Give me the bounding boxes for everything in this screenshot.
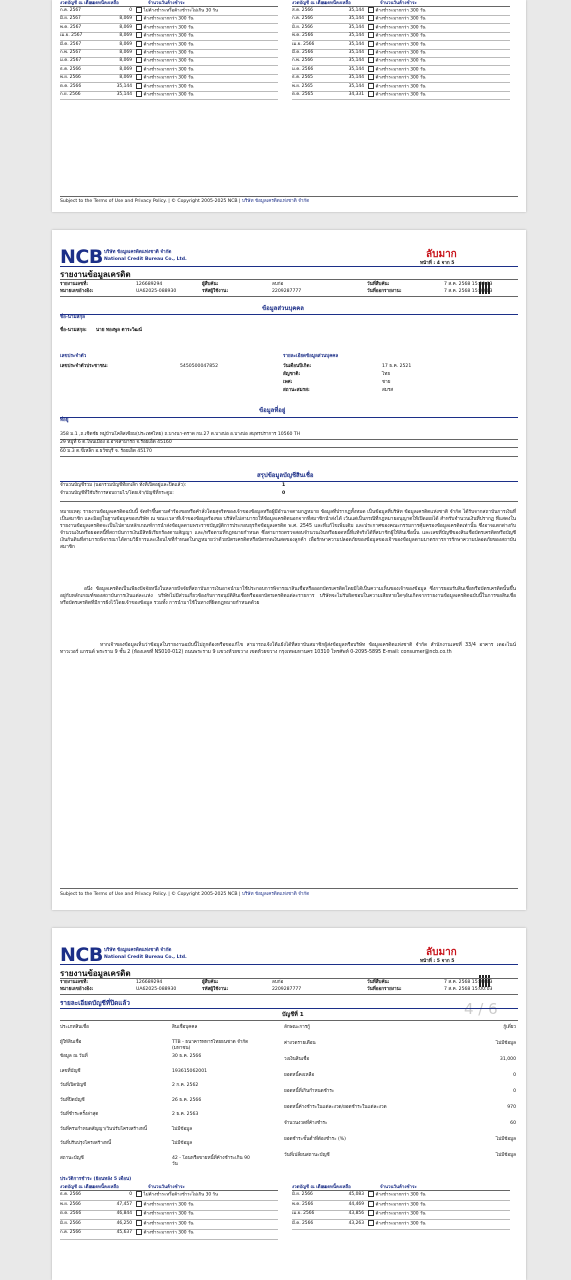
history-status-text: ค้างชำระมากกว่า 300 วัน bbox=[143, 33, 194, 39]
name-field-label: ชื่อ-นามสกุล: bbox=[60, 328, 87, 333]
field-label: ประเภทสินเชื่อ bbox=[60, 1025, 89, 1030]
field-label: วันที่เปิดบัญชี bbox=[60, 1083, 87, 1088]
summary-inquiry-value: 0 bbox=[282, 491, 286, 496]
history-status bbox=[368, 49, 425, 57]
meta-label: ผู้สืบค้น: bbox=[202, 282, 219, 287]
history-balance: 8,069 bbox=[119, 58, 132, 64]
field-value: 60 bbox=[510, 1121, 516, 1126]
status-box-icon bbox=[136, 1210, 142, 1216]
history-status bbox=[136, 1201, 193, 1209]
meta-label: รายงานเลขที่: bbox=[60, 980, 89, 985]
history-status-text: ค้างชำระมากกว่า 300 วัน bbox=[375, 58, 426, 64]
summary-total-label: จำนวนบัญชีรวม (นอกรวมบัญชีที่ยกเลิก ทั้งที่เปิดอยู่และปิดแล้ว): bbox=[60, 483, 187, 488]
history-status-text: ค้างชำระมากกว่า 300 วัน bbox=[143, 50, 194, 56]
history-status bbox=[368, 15, 425, 23]
history-status-text: ค้างชำระมากกว่า 300 วัน bbox=[375, 1221, 426, 1227]
field-value: 0 bbox=[513, 1073, 516, 1078]
history-status bbox=[368, 1191, 425, 1199]
history-balance: 44,469 bbox=[348, 1201, 364, 1207]
history-month: มิ.ย. 2566 bbox=[292, 24, 313, 30]
history-status-text: ไม่ค้างชำระหรือค้างชำระไม่เกิน 30 วัน bbox=[143, 1192, 219, 1198]
history-status-text: ค้างชำระมากกว่า 300 วัน bbox=[375, 1211, 426, 1217]
history-status-text: ค้างชำระมากกว่า 300 วัน bbox=[143, 67, 194, 73]
disclaimer-paragraph-1: หมายเหตุ: รายงานข้อมูลเครดิตฉบับนี้ จัดทำขึ้นตามคำร้องขอหรือคำสั่งโดยสุจริตของเจ้าของข้อมูลหรือผู้มีอำนาจตามกฎหมาย ข้อมูลที่ปรากฏทั้งหมด เป็นข้อมูลที่บริษัท ข้อมูลเครดิตแห่งชาติ จำกัด ได้รับจากสถาบันการเงินที่เป็นสมาชิก และมิอยู่ในฐานข้อมูลของบริษัท ณ ขณะเวลาที่เจ้าของข้อมูลร้องขอ บริษัทไม่สามารถให้ข้อมูลเครดิตนอกจากที่สมาชิกนำส่งได้ เว้นแต่เป็นกรณีที่กฎหมายอนุญาตให้เปิดเผยได้ สำหรับจำนวนเงินที่ปรากฏ ที่แสดงในรายงานข้อมูลเครดิตจะเป็นไปตามหลักเกณฑ์การนำส่งข้อมูลตามพระราชบัญญัติการประกอบธุรกิจข้อมูลเครดิต พ.ศ. 2545 และที่แก้ไขเพิ่มเติม และประกาศของคณะกรรมการคุ้มครองข้อมูลเครดิตเท่านั้น ซึ่งอาจแตกต่างกับจำนวนเงินหรือยอดหนี้ที่สถาบันการเงินมีสิทธิเรียกร้องตามสัญญา และ/หรือตามที่กฎหมายกำหนด ซึ่งสามารถตรวจสอบจำนวนเงินหรือยอดหนี้ที่แท้จริงได้ที่สมาชิกผู้ให้สินเชื่อนั้น และเลขที่บัญชีของสินเชื่อบัตรเครดิตหรือบัญชีเงินกันดินที่สามารถพิจารณาได้ตามวิธีการและเงื่อนไขที่กำหนดในกฎหมายว่าด้วยบัตรเครดิตหรือบัตรกดเงินสดของลูกค้า เพื่อรักษาความปลอดภัยของข้อมูลของเจ้าของข้อมูลตามมาตรการการรักษาความปลอดภัยของสถาบันสมาชิก bbox=[60, 510, 516, 551]
status-box-icon bbox=[368, 83, 374, 89]
row-divider bbox=[292, 99, 510, 100]
history-col-header: ยอดหนี้คงเหลือ bbox=[322, 1185, 351, 1190]
status-box-icon bbox=[136, 41, 142, 47]
history-col-header: จำนวนวันค้างชำระ bbox=[148, 1185, 185, 1190]
field-label: วงเงินสินเชื่อ bbox=[284, 1057, 310, 1062]
history-status-text: ค้างชำระมากกว่า 300 วัน bbox=[143, 16, 194, 22]
history-balance: 46,844 bbox=[116, 1211, 132, 1217]
field-value: 0 bbox=[513, 1089, 516, 1094]
name-value: นาย ทองพูล ตาระวิฒน์ bbox=[96, 328, 142, 333]
page-indicator: 4 / 6 bbox=[464, 1000, 498, 1018]
history-status-text: ค้างชำระมากกว่า 300 วัน bbox=[143, 1221, 194, 1227]
summary-total-value: 1 bbox=[282, 483, 286, 488]
history-status bbox=[368, 91, 425, 99]
field-label: วันที่ครบกำหนดสัญญา/วันปรับโครงสร้างหนี้ bbox=[60, 1126, 148, 1132]
history-status bbox=[136, 1229, 193, 1237]
history-balance: 8,069 bbox=[119, 24, 132, 30]
meta-value: UA62025-088930 bbox=[136, 987, 177, 992]
field-label: ผู้ให้สินเชื่อ bbox=[60, 1039, 82, 1045]
field-value: สินเชื่อบุคคล bbox=[172, 1025, 198, 1030]
history-status bbox=[136, 83, 193, 91]
history-balance: 8,069 bbox=[119, 16, 132, 22]
summary-inquiry-label: จำนวนบัญชีที่ใช้บริการสอบถามไว/โดยเจ้า/บัญชีที่กระดูม: bbox=[60, 491, 174, 496]
meta-label: วันที่ออกรายงาน: bbox=[367, 289, 402, 294]
history-balance: 47,457 bbox=[116, 1201, 132, 1207]
history-balance: 35,144 bbox=[348, 50, 364, 55]
field-value: 42 - โอนหรือขายหนี้ที่ค้างชำระเกิน 90 วัน bbox=[172, 1155, 250, 1167]
sex-label: เพศ: bbox=[283, 380, 293, 385]
status-box-icon bbox=[368, 41, 374, 47]
meta-label: หมายเลขอ้างอิง: bbox=[60, 289, 94, 294]
field-value: 970 bbox=[507, 1105, 516, 1110]
history-month: มี.ค. 2567 bbox=[60, 41, 82, 47]
dispute-paragraph: หากเจ้าของข้อมูลเห็นว่าข้อมูลในรายงานฉบับนี้ไม่ถูกต้องหรือขอแก้ไข สามารถแจ้งโต้แย้งได้ที่สถาบันสมาชิกผู้ส่งข้อมูลหรือบริษัท ข้อมูลเครดิตแห่งชาติ จำกัด สำนักงานเลขที่ 33/4 อาคาร เดอะไนน์ ทาวเวอร์ แกรนด์ พระราม 9 ชั้น 2 (ห้องเลขที่ NS010-012) ถนนพระราม 9 แขวงห้วยขวาง เขตห้วยขวาง กรุงเทพมหานคร 10310 โทรศัพท์ 0-2095-5895 E-mail: consumer@ncb.co.th bbox=[60, 643, 516, 656]
history-month: ต.ค. 2565 bbox=[292, 92, 314, 97]
history-col-header: ยอดหนี้คงเหลือ bbox=[90, 1185, 119, 1190]
history-status-text: ค้างชำระมากกว่า 300 วัน bbox=[143, 75, 194, 81]
page-number: หน้าที่ : 5 จาก 5 bbox=[420, 959, 455, 964]
id-value: 5450500047852 bbox=[180, 364, 218, 369]
field-label: ค่างวดรายเดือน bbox=[284, 1041, 316, 1046]
history-status-text: ค้างชำระมากกว่า 300 วัน bbox=[375, 25, 426, 31]
history-balance: 8,069 bbox=[119, 41, 132, 47]
history-balance: 46,250 bbox=[116, 1220, 132, 1226]
history-col-header: จำนวนวันค้างชำระ bbox=[148, 1, 185, 6]
field-value: ไม่มีข้อมูล bbox=[495, 1041, 516, 1046]
history-status-text: ค้างชำระมากกว่า 300 วัน bbox=[143, 1202, 194, 1208]
history-status bbox=[136, 49, 193, 57]
status-box-icon bbox=[136, 66, 142, 72]
status-box-icon bbox=[368, 1191, 374, 1197]
history-status-text: ค้างชำระมากกว่า 300 วัน bbox=[143, 58, 194, 64]
history-balance: 8,069 bbox=[119, 33, 132, 39]
dob-value: 17 ธ.ค. 2521 bbox=[382, 364, 412, 369]
history-col-header: ยอดหนี้คงเหลือ bbox=[90, 1, 119, 6]
history-col-header: งวดบัญชี ณ เดือน bbox=[60, 1185, 95, 1190]
history-month: ก.พ. 2566 bbox=[292, 58, 313, 64]
history-balance: 0 bbox=[129, 8, 132, 13]
field-value: ไม่มีข้อมูล bbox=[172, 1126, 193, 1132]
page-footer: Subject to the Terms of Use and Privacy Policy. | © Copyright 2005-2025 NCB | บริษัท ข้อมูลเครดิตแห่งชาติ จำกัด bbox=[60, 199, 310, 204]
history-status-text: ค้างชำระมากกว่า 300 วัน bbox=[143, 1211, 194, 1217]
company-name-eng: National Credit Bureau Co., Ltd. bbox=[104, 955, 187, 960]
history-month: พ.ย. 2566 bbox=[60, 75, 81, 81]
history-col-header: งวดบัญชี ณ เดือน bbox=[60, 1, 95, 6]
section-address: ข้อมูลที่อยู่ bbox=[259, 407, 286, 414]
history-status bbox=[368, 57, 425, 65]
history-status bbox=[136, 7, 218, 15]
history-status bbox=[136, 1220, 193, 1228]
disclaimer-paragraph-2: อนึ่ง ข้อมูลเครดิตเป็นเพียงปัจจัยหนึ่งในหลายปัจจัยที่สถาบันการเงินอาจนำมาใช้ประกอบการพิจารณาสินเชื่อหรือออกบัตรเครดิตโดยมิได้เป็นความเห็นของเจ้าของข้อมูล ซึ่งการยอมรับสินเชื่อหรือบัตรเครดิตนั้นขึ้นอยู่กับหลักเกณฑ์ของสถาบันการเงินแต่ละแห่ง บริษัทไม่มีส่วนเกี่ยวข้องกับการอนุมัติสินเชื่อหรือออกบัตรเครดิตแต่ละรายการ บริษัทจะไม่รับผิดชอบในความเสียหายใดๆอันเกิดจากรายงานข้อมูลเครดิตฉบับนี้ในการขอสินเชื่อหรือบัตรเครดิตที่มีการฝังไว้โดยเจ้าของข้อมูล รวมทั้ง การนำมาใช้ในทางที่ผิดกฎหมายกำหนดด้วย bbox=[60, 587, 516, 607]
payment-history-heading: ประวัติการชำระ (ย้อนหลัง 5 เดือน) bbox=[60, 1177, 132, 1182]
status-box-icon bbox=[136, 1220, 142, 1226]
status-box-icon bbox=[136, 1229, 142, 1235]
field-value: ไม่มีข้อมูล bbox=[495, 1153, 516, 1158]
meta-value: 2209287777 bbox=[272, 987, 302, 992]
history-month: ม.ค. 2567 bbox=[60, 58, 82, 64]
history-status-text: ค้างชำระมากกว่า 300 วัน bbox=[375, 75, 426, 81]
history-status bbox=[136, 91, 193, 99]
status-box-icon bbox=[368, 24, 374, 30]
meta-value: ลบก่อ bbox=[272, 980, 284, 985]
meta-label: วันที่สืบค้น: bbox=[367, 980, 390, 985]
history-status-text: ค้างชำระมากกว่า 300 วัน bbox=[375, 42, 426, 48]
history-status bbox=[368, 1220, 425, 1228]
meta-label: รายงานเลขที่: bbox=[60, 282, 89, 287]
name-heading: ชื่อ-นามสกุล bbox=[60, 315, 85, 320]
field-label: วันที่ปิดบัญชี bbox=[60, 1097, 85, 1103]
history-status bbox=[136, 24, 193, 32]
history-status-text: ค้างชำระมากกว่า 300 วัน bbox=[375, 67, 426, 73]
account-number-heading: บัญชีที่ 1 bbox=[282, 1012, 304, 1018]
history-month: มี.ค. 2566 bbox=[292, 1220, 314, 1226]
address-2: 29 หมู่ที่ 6 ต.โพนเมือง อ.อาจสามารถ จ.ร้อยเอ็ด 45160 bbox=[60, 440, 172, 445]
history-month: พ.ค. 2567 bbox=[60, 24, 82, 30]
history-balance: 35,144 bbox=[348, 83, 364, 89]
history-col-header: จำนวนวันค้างชำระ bbox=[380, 1185, 417, 1190]
history-month: ก.ค. 2566 bbox=[60, 1230, 81, 1236]
nationality-value: ไทย bbox=[382, 372, 391, 377]
history-balance: 35,144 bbox=[348, 8, 364, 13]
field-value: ไม่มีข้อมูล bbox=[495, 1137, 516, 1142]
status-box-icon bbox=[368, 32, 374, 38]
history-status bbox=[368, 1210, 425, 1218]
history-month: ม.ค. 2566 bbox=[292, 66, 314, 72]
history-balance: 43,263 bbox=[348, 1220, 364, 1226]
history-status-text: ค้างชำระมากกว่า 300 วัน bbox=[375, 33, 426, 39]
field-value: 2 ธ.ค. 2563 bbox=[172, 1112, 199, 1117]
history-month: พ.ย. 2566 bbox=[60, 1201, 81, 1207]
history-status-text: ค้างชำระมากกว่า 300 วัน bbox=[375, 1202, 426, 1208]
page-footer: Subject to the Terms of Use and Privacy Policy. | © Copyright 2005-2025 NCB | บริษัท ข้อมูลเครดิตแห่งชาติ จำกัด bbox=[60, 892, 310, 897]
meta-value: 7 ส.ค. 2568 15:00:03 bbox=[444, 987, 493, 992]
history-balance: 8,069 bbox=[119, 66, 132, 72]
status-box-icon bbox=[368, 7, 374, 13]
history-status-text: ค้างชำระมากกว่า 300 วัน bbox=[375, 16, 426, 22]
meta-value: 7 ส.ค. 2568 15:00:03 bbox=[444, 289, 493, 294]
meta-value: 126689294 bbox=[136, 282, 163, 287]
history-balance: 35,144 bbox=[348, 75, 364, 81]
meta-label: รหัสผู้ใช้งาน: bbox=[202, 987, 229, 992]
history-status-text: ค้างชำระมากกว่า 300 วัน bbox=[375, 84, 426, 90]
status-box-icon bbox=[136, 15, 142, 21]
status-box-icon bbox=[136, 83, 142, 89]
confidential-label: ลับมาก bbox=[426, 249, 457, 260]
meta-label: หมายเลขอ้างอิง: bbox=[60, 987, 94, 992]
history-balance: 8,069 bbox=[119, 50, 132, 55]
history-month: พ.ค. 2566 bbox=[292, 1201, 314, 1207]
field-value: กู้เดี่ยว bbox=[503, 1025, 516, 1030]
field-label: จำนวนงวดที่ค้างชำระ bbox=[284, 1121, 328, 1126]
history-status bbox=[136, 1191, 218, 1199]
history-status-text: ค้างชำระมากกว่า 300 วัน bbox=[375, 92, 426, 98]
company-name-eng: National Credit Bureau Co., Ltd. bbox=[104, 257, 187, 262]
history-month: พ.ค. 2566 bbox=[292, 33, 314, 39]
meta-label: วันที่ออกรายงาน: bbox=[367, 987, 402, 992]
history-status bbox=[368, 83, 425, 91]
section-personal: ข้อมูลส่วนบุคคล bbox=[262, 305, 304, 312]
status-box-icon bbox=[136, 1201, 142, 1207]
field-value: 30 ธ.ค. 2566 bbox=[172, 1054, 202, 1059]
row-divider bbox=[292, 1229, 510, 1230]
history-month: มี.ค. 2566 bbox=[292, 50, 314, 55]
marital-label: สถานะสมรส: bbox=[283, 388, 310, 393]
history-balance: 0 bbox=[129, 1192, 132, 1197]
history-month: ก.พ. 2567 bbox=[60, 50, 81, 55]
status-box-icon bbox=[368, 91, 374, 97]
history-col-header: ยอดหนี้คงเหลือ bbox=[322, 1, 351, 6]
field-label: ยอดชำระขั้นต่ำที่ต้องชำระ (%) bbox=[284, 1137, 346, 1142]
status-box-icon bbox=[368, 1220, 374, 1226]
ncb-logo: NCB bbox=[60, 944, 103, 966]
ncb-link[interactable]: บริษัท ข้อมูลเครดิตแห่งชาติ จำกัด bbox=[242, 199, 310, 204]
history-status-text: ไม่ค้างชำระหรือค้างชำระไม่เกิน 30 วัน bbox=[143, 8, 219, 14]
section-summary: สรุปข้อมูลบัญชีสินเชื่อ bbox=[257, 472, 314, 479]
status-box-icon bbox=[136, 49, 142, 55]
meta-label: ผู้สืบค้น: bbox=[202, 980, 219, 985]
history-month: ธ.ค. 2566 bbox=[60, 66, 81, 72]
history-month: ธ.ค. 2565 bbox=[292, 75, 313, 81]
address-3: 60 ม.3 ต.ขี้เหล็ก อ.ธวัชบุรี จ. ร้อยเอ็ด 45170 bbox=[60, 449, 152, 454]
page-number: หน้าที่ : 4 จาก 5 bbox=[420, 261, 455, 266]
field-label: วันที่เปลี่ยนสถานะบัญชี bbox=[284, 1153, 330, 1158]
field-value: 26 ธ.ค. 2566 bbox=[172, 1097, 202, 1103]
history-balance: 35,144 bbox=[348, 66, 364, 72]
field-label: วันที่ปรับปรุงโครงสร้างหนี้ bbox=[60, 1141, 112, 1146]
meta-value: 126689294 bbox=[136, 980, 163, 985]
ncb-link[interactable]: บริษัท ข้อมูลเครดิตแห่งชาติ จำกัด bbox=[242, 892, 310, 897]
meta-label: วันที่สืบค้น: bbox=[367, 282, 390, 287]
dob-label: วันเดือนปีเกิด: bbox=[283, 364, 312, 369]
meta-value: 7 ส.ค. 2568 15:00:03 bbox=[444, 980, 493, 985]
history-status bbox=[368, 24, 425, 32]
meta-value: 7 ส.ค. 2568 15:00:03 bbox=[444, 282, 493, 287]
address-heading: ที่อยู่ bbox=[60, 418, 69, 423]
history-balance: 45,637 bbox=[116, 1230, 132, 1236]
history-status bbox=[368, 74, 425, 82]
status-box-icon bbox=[368, 1201, 374, 1207]
field-label: ยอดหนี้คงเหลือ bbox=[284, 1073, 315, 1078]
meta-value: UA62025-088930 bbox=[136, 289, 177, 294]
sex-value: ชาย bbox=[382, 380, 391, 385]
company-name-thai: บริษัท ข้อมูลเครดิตแห่งชาติ จำกัด bbox=[104, 948, 172, 953]
status-box-icon bbox=[368, 57, 374, 63]
history-month: ก.ค. 2567 bbox=[60, 8, 81, 13]
history-status-text: ค้างชำระมากกว่า 300 วัน bbox=[143, 42, 194, 48]
row-divider bbox=[60, 99, 278, 100]
history-status-text: ค้างชำระมากกว่า 300 วัน bbox=[143, 92, 194, 98]
field-value: 31,000 bbox=[499, 1057, 516, 1062]
history-col-header: จำนวนวันค้างชำระ bbox=[380, 1, 417, 6]
history-month: มิ.ย. 2567 bbox=[60, 16, 81, 22]
confidential-label: ลับมาก bbox=[426, 947, 457, 958]
history-month: ต.ค. 2566 bbox=[60, 83, 82, 89]
field-value: ไม่มีข้อมูล bbox=[172, 1141, 193, 1146]
report-page-5 bbox=[52, 928, 526, 1280]
status-box-icon bbox=[136, 74, 142, 80]
field-label: วันที่ชำระครั้งล่าสุด bbox=[60, 1112, 99, 1117]
history-status-text: ค้างชำระมากกว่า 300 วัน bbox=[143, 25, 194, 31]
marital-value: สมรส bbox=[382, 388, 394, 393]
meta-value: ลบก่อ bbox=[272, 282, 284, 287]
history-col-header: งวดบัญชี ณ เดือน bbox=[292, 1185, 327, 1190]
history-status bbox=[368, 7, 425, 15]
history-balance: 35,144 bbox=[348, 58, 364, 64]
status-box-icon bbox=[136, 57, 142, 63]
history-status bbox=[136, 41, 193, 49]
field-value: 193615062001 bbox=[172, 1068, 208, 1074]
history-balance: 35,144 bbox=[348, 24, 364, 30]
history-month: ธ.ค. 2566 bbox=[60, 1192, 81, 1197]
history-balance: 45,083 bbox=[348, 1192, 364, 1197]
status-box-icon bbox=[368, 49, 374, 55]
report-page-3 bbox=[52, 0, 526, 212]
id-heading: เลขประจำตัว bbox=[60, 354, 87, 359]
report-title: รายงานข้อมูลเครดิต bbox=[60, 270, 131, 279]
history-balance: 8,069 bbox=[119, 75, 132, 81]
history-month: ก.ย. 2566 bbox=[60, 92, 81, 97]
history-month: ต.ค. 2566 bbox=[60, 1211, 82, 1217]
history-month: เม.ย. 2567 bbox=[60, 33, 83, 39]
field-label: ยอดหนี้ที่เกินกำหนดชำระ bbox=[284, 1089, 335, 1094]
history-status-text: ค้างชำระมากกว่า 300 วัน bbox=[143, 1230, 194, 1236]
company-name-thai: บริษัท ข้อมูลเครดิตแห่งชาติ จำกัด bbox=[104, 250, 172, 255]
history-status bbox=[136, 15, 193, 23]
personal-details-heading: รายละเอียดข้อมูลส่วนบุคคล bbox=[283, 354, 339, 359]
history-month: เม.ย. 2566 bbox=[292, 1211, 315, 1217]
history-status bbox=[136, 74, 193, 82]
status-box-icon bbox=[136, 91, 142, 97]
history-balance: 35,144 bbox=[348, 41, 364, 47]
history-month: ส.ค. 2566 bbox=[292, 8, 313, 13]
status-box-icon bbox=[368, 66, 374, 72]
history-status bbox=[368, 41, 425, 49]
status-box-icon bbox=[136, 24, 142, 30]
history-balance: 35,144 bbox=[348, 16, 364, 22]
history-balance: 34,331 bbox=[348, 92, 364, 97]
id-field-label: เลขประจำตัวประชาชน: bbox=[60, 364, 108, 369]
field-label: ยอดหนี้ค้างชำระในแต่ละงวด/ยอดชำระในแต่ละงวด bbox=[284, 1105, 387, 1110]
field-label: เลขที่บัญชี bbox=[60, 1068, 81, 1074]
status-box-icon bbox=[368, 15, 374, 21]
report-title: รายงานข้อมูลเครดิต bbox=[60, 969, 131, 978]
section-closed-accounts: รายละเอียดบัญชีที่ปิดแล้ว bbox=[60, 999, 130, 1007]
field-label: สถานะบัญชี bbox=[60, 1155, 84, 1161]
field-value: 2 ก.ค. 2562 bbox=[172, 1083, 199, 1088]
history-balance: 43,856 bbox=[348, 1211, 364, 1217]
ncb-logo: NCB bbox=[60, 246, 103, 268]
history-month: ก.ค. 2566 bbox=[292, 16, 313, 22]
address-1: 358 ม.1 ,ถ.เชิดชัย หมู่บ้านโคลิสเซียม(ประเทศไทย) ถ.บางนา-ตราด กม.27 ต.บางบ่อ อ.บางบ่อ สมุทรปราการ 10560 TH bbox=[60, 432, 301, 437]
status-box-icon bbox=[136, 7, 142, 13]
history-col-header: งวดบัญชี ณ เดือน bbox=[292, 1, 327, 6]
history-status bbox=[136, 57, 193, 65]
history-status-text: ค้างชำระมากกว่า 300 วัน bbox=[375, 50, 426, 56]
history-status bbox=[136, 66, 193, 74]
history-month: มิ.ย. 2566 bbox=[292, 1192, 313, 1197]
history-status bbox=[136, 1210, 193, 1218]
field-label: ลักษณะการกู้ bbox=[284, 1025, 310, 1030]
history-balance: 35,144 bbox=[116, 83, 132, 89]
field-label: ข้อมูล ณ วันที่ bbox=[60, 1054, 88, 1059]
status-box-icon bbox=[136, 32, 142, 38]
field-value: TTB - ธนาคารทหารไทยธนชาต จำกัด (มหาชน) bbox=[172, 1039, 249, 1051]
status-box-icon bbox=[368, 74, 374, 80]
history-status-text: ค้างชำระมากกว่า 300 วัน bbox=[375, 1192, 426, 1198]
history-status bbox=[136, 32, 193, 40]
history-status bbox=[368, 1201, 425, 1209]
status-box-icon bbox=[136, 1191, 142, 1197]
history-month: พ.ย. 2565 bbox=[292, 83, 313, 89]
history-balance: 35,144 bbox=[348, 33, 364, 39]
meta-label: รหัสผู้ใช้งาน: bbox=[202, 289, 229, 294]
report-page-4 bbox=[52, 230, 526, 910]
history-status bbox=[368, 66, 425, 74]
history-balance: 35,144 bbox=[116, 92, 132, 97]
row-divider bbox=[60, 1239, 278, 1240]
status-box-icon bbox=[368, 1210, 374, 1216]
meta-value: 2209287777 bbox=[272, 289, 302, 294]
history-month: เม.ย. 2566 bbox=[292, 41, 315, 47]
history-status bbox=[368, 32, 425, 40]
history-status-text: ค้างชำระมากกว่า 300 วัน bbox=[143, 84, 194, 90]
history-status-text: ค้างชำระมากกว่า 300 วัน bbox=[375, 8, 426, 14]
nationality-label: สัญชาติ: bbox=[283, 372, 301, 377]
history-month: มิ.ย. 2566 bbox=[60, 1220, 81, 1226]
